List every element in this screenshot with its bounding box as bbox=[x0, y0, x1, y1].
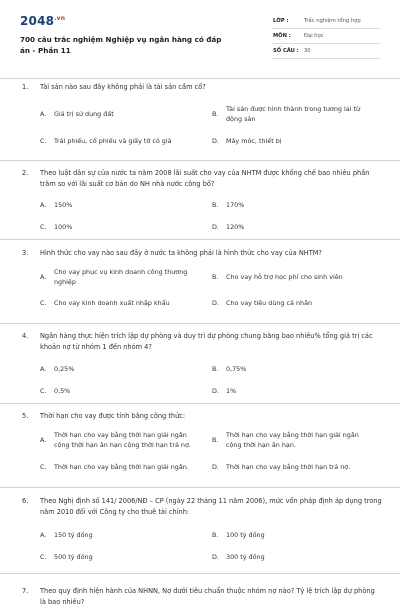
meta-value: Trắc nghiệm tổng hợp bbox=[304, 18, 361, 24]
option-label: B. bbox=[212, 531, 219, 539]
question-text: Theo luật dân sự của nước ta năm 2008 lãi suất cho vay của NHTM được khống chế bao nhiêu phần trăm so với lãi suất cơ bản do NH nhà nước công bố? bbox=[40, 169, 370, 188]
option-label: C. bbox=[40, 463, 47, 471]
option-label: D. bbox=[212, 553, 219, 561]
option-text: Cho vay hỗ trợ học phí cho sinh viên bbox=[226, 273, 343, 281]
option-label: B. bbox=[212, 436, 219, 444]
option-label: D. bbox=[212, 387, 219, 395]
meta-key: SỐ CÂU : bbox=[273, 48, 299, 54]
question-item bbox=[0, 404, 400, 488]
option-text: 500 tỷ đồng bbox=[54, 553, 93, 561]
site-logo[interactable] bbox=[20, 14, 65, 28]
meta-class-row bbox=[272, 14, 380, 29]
question-text: Theo quy định hiện hành của NHNN, Nợ dưới tiêu chuẩn thuộc nhóm nợ nào? Tỷ lệ trích lập dự phòng là bao nhiêu? bbox=[40, 587, 375, 606]
question-number: 3. bbox=[22, 249, 29, 257]
option-text: 0,25% bbox=[54, 365, 75, 373]
question-number: 7. bbox=[22, 587, 29, 595]
question-text: Ngân hàng thực hiện trích lập dự phòng và duy trì dự phòng chung bằng bao nhiêu% tổng giá trị các khoản nợ từ nhóm 1 đến nhóm 4? bbox=[40, 332, 373, 351]
option-label: A. bbox=[40, 365, 47, 373]
option-text: 300 tỷ đồng bbox=[226, 553, 265, 561]
question-number: 2. bbox=[22, 169, 29, 177]
option-label: A. bbox=[40, 273, 47, 281]
option-label: B. bbox=[212, 365, 219, 373]
meta-key: LỚP : bbox=[273, 18, 289, 24]
option-text: 0,5% bbox=[54, 387, 71, 395]
option-text: Giá trị sử dụng đất bbox=[54, 110, 114, 118]
question-text: Hình thức cho vay nào sau đây ở nước ta không phải là hình thức cho vay của NHTM? bbox=[40, 249, 322, 257]
question-number: 4. bbox=[22, 332, 29, 340]
question-text: Tài sản nào sau đây không phải là tài sản cầm cố? bbox=[40, 83, 206, 91]
question-text: Theo Nghị định số 141/ 2006/NĐ – CP (ngày 22 tháng 11 năm 2006), mức vốn pháp định áp dụng trong năm 2010 đối với Công ty cho thuê tài chính: bbox=[40, 497, 382, 516]
meta-value: Đại học bbox=[304, 33, 324, 39]
option-label: C. bbox=[40, 223, 47, 231]
option-text: Máy móc, thiết bị bbox=[226, 137, 282, 145]
option-label: C. bbox=[40, 137, 47, 145]
meta-key: MÔN : bbox=[273, 33, 291, 39]
option-label: B. bbox=[212, 201, 219, 209]
option-text: 100 tỷ đồng bbox=[226, 531, 265, 539]
question-item bbox=[0, 79, 400, 161]
option-text: Thời hạn cho vay bằng thời hạn giải ngân cộng thời hạn ân hạn cộng thời hạn trả nợ. bbox=[54, 431, 191, 449]
option-label: C. bbox=[40, 553, 47, 561]
option-label: C. bbox=[40, 299, 47, 307]
document-title: 700 câu trắc nghiệm Nghiệp vụ ngân hàng có đáp án - Phần 11 bbox=[20, 35, 222, 55]
option-label: B. bbox=[212, 273, 219, 281]
logo-suffix: .vn bbox=[54, 15, 66, 22]
question-item bbox=[0, 240, 400, 324]
question-text: Thời hạn cho vay được tính bằng công thức: bbox=[40, 412, 186, 420]
document-header bbox=[20, 14, 380, 66]
question-number: 5. bbox=[22, 412, 29, 420]
option-text: 0,75% bbox=[226, 365, 247, 373]
meta-value: 30 bbox=[304, 48, 311, 54]
option-label: D. bbox=[212, 223, 219, 231]
option-text: 100% bbox=[54, 223, 73, 231]
question-item bbox=[0, 574, 400, 614]
option-text: Thời hạn cho vay bằng thời hạn giải ngân cộng thời hạn ân hạn. bbox=[226, 431, 359, 449]
option-text: 1% bbox=[226, 387, 237, 395]
meta-count-row bbox=[272, 44, 380, 59]
question-item bbox=[0, 161, 400, 240]
option-text: Cho vay phục vụ kinh doanh công thương nghiệp bbox=[54, 268, 188, 286]
option-label: C. bbox=[40, 387, 47, 395]
option-text: Thời hạn cho vay bằng thời hạn trả nợ. bbox=[226, 463, 351, 471]
option-label: A. bbox=[40, 201, 47, 209]
option-text: Cho vay tiêu dùng cá nhân bbox=[226, 299, 313, 307]
option-label: D. bbox=[212, 137, 219, 145]
option-label: A. bbox=[40, 531, 47, 539]
option-text: 120% bbox=[226, 223, 245, 231]
question-list bbox=[0, 79, 400, 614]
option-text: Tài sản được hình thành trong tương lai từ động sản bbox=[226, 105, 361, 123]
question-number: 6. bbox=[22, 497, 29, 505]
question-number: 1. bbox=[22, 83, 29, 91]
option-text: Cho vay kinh doanh xuất nhập khẩu bbox=[54, 299, 170, 307]
option-label: B. bbox=[212, 110, 219, 118]
option-text: 150% bbox=[54, 201, 73, 209]
option-text: 150 tỷ đồng bbox=[54, 531, 93, 539]
option-label: D. bbox=[212, 299, 219, 307]
option-text: Trái phiếu, cổ phiếu và giấy tờ có giá bbox=[54, 137, 172, 145]
option-label: A. bbox=[40, 436, 47, 444]
meta-subject-row bbox=[272, 29, 380, 44]
option-label: D. bbox=[212, 463, 219, 471]
option-label: A. bbox=[40, 110, 47, 118]
question-item bbox=[0, 324, 400, 404]
option-text: Thời hạn cho vay bằng thời hạn giải ngân. bbox=[54, 463, 189, 471]
document-meta bbox=[272, 14, 380, 59]
option-text: 170% bbox=[226, 201, 245, 209]
question-item bbox=[0, 488, 400, 574]
logo-text: 2048 bbox=[20, 14, 55, 28]
